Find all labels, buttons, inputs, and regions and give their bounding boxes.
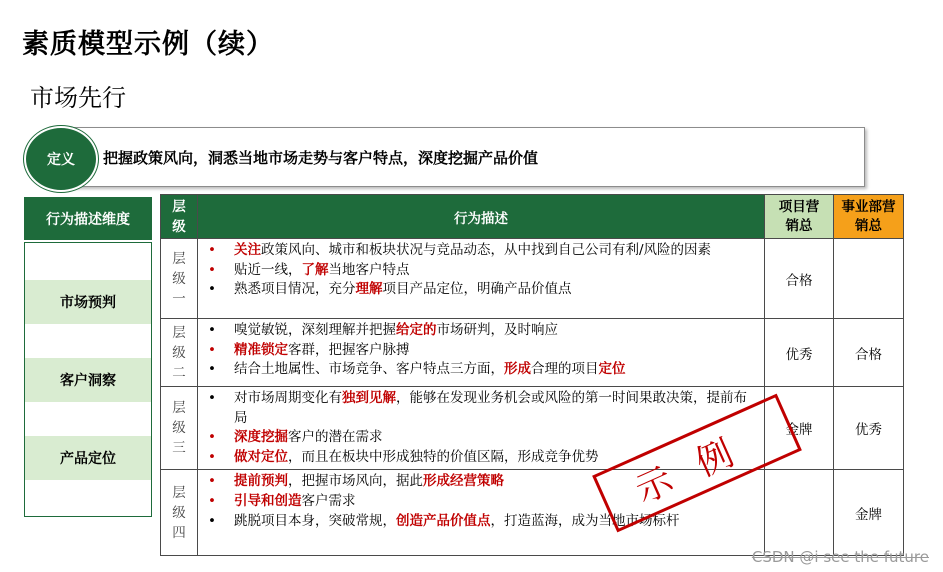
highlight-text: 形成 [504, 361, 531, 378]
division-marketing-header [834, 195, 904, 239]
highlight-text: 形成经营策略 [423, 473, 504, 490]
behavior-text: 客群，把握客户脉搏 [288, 341, 410, 358]
highlight-text: 精准锁定 [234, 341, 288, 358]
level-cell [161, 387, 198, 470]
behavior-text: 客户的潜在需求 [288, 429, 383, 446]
example-stamp: 示例 [592, 394, 802, 533]
watermark: CSDN @i see the future [751, 548, 929, 566]
behavior-text: 贴近一线， [234, 261, 302, 278]
dimension-item-product: 产品定位 [25, 436, 151, 480]
dimension-header: 行为描述维度 [24, 197, 152, 240]
behavior-text: ，把握市场风向，据此 [288, 473, 423, 490]
level-cell [161, 470, 198, 556]
behavior-text: 跳脱项目本身，突破常规， [234, 512, 396, 529]
level-cell [161, 319, 198, 387]
table-row [161, 239, 904, 319]
behavior-text: 市场研判，及时响应 [436, 322, 558, 338]
behavior-text: 结合土地属性、市场竞争、客户特点三方面， [234, 361, 504, 378]
behavior-text: 项目产品定位，明确产品价值点 [382, 281, 572, 298]
behavior-bullet [204, 261, 760, 281]
division-marketing-grade: 合格 [834, 319, 904, 387]
highlight-text: 独到见解 [342, 390, 396, 406]
division-marketing-header-text: 事业部营销总 [841, 198, 896, 234]
division-marketing-grade: 金牌 [834, 470, 904, 556]
behavior-header: 行为描述 [198, 195, 765, 239]
definition-box [60, 127, 865, 187]
behavior-text: 合理的项目 [531, 361, 599, 378]
dimension-panel [24, 242, 152, 517]
level-cell [161, 239, 198, 319]
highlight-text: 了解 [301, 261, 329, 278]
dimension-item-customer: 客户洞察 [25, 358, 151, 402]
highlight-text: 创造产品价值点 [396, 512, 491, 529]
project-marketing-header [765, 195, 834, 239]
highlight-text: 引导和创造 [234, 492, 302, 509]
highlight-text: 提前预判 [234, 473, 288, 490]
project-marketing-grade [765, 470, 834, 556]
project-marketing-grade: 优秀 [765, 319, 834, 387]
table-row [161, 319, 904, 387]
behavior-text: 嗅觉敏锐，深刻理解并把握 [234, 322, 396, 338]
behavior-cell [198, 319, 765, 387]
level-header-text: 层级 [172, 198, 186, 235]
behavior-bullet [204, 280, 760, 300]
behavior-bullet [204, 321, 760, 341]
behavior-bullet [204, 389, 760, 428]
behavior-text: 对市场周期变化有 [234, 390, 342, 406]
definition-badge: 定义 [24, 126, 98, 192]
behavior-text: 客户需求 [301, 492, 356, 509]
level-label: 层级一 [172, 250, 186, 307]
page-subtitle: 市场先行 [30, 84, 126, 112]
division-marketing-grade: 优秀 [834, 387, 904, 470]
highlight-text: 关注 [234, 242, 261, 258]
behavior-text: ，而且在板块中形成独特的价值区隔，形成竞争优势 [288, 448, 599, 465]
highlight-text: 定位 [598, 361, 626, 378]
behavior-text: 熟悉项目情况，充分 [234, 281, 356, 298]
project-marketing-grade: 合格 [765, 239, 834, 319]
behavior-cell [198, 239, 765, 319]
behavior-bullet [204, 241, 760, 261]
page-title: 素质模型示例（续） [22, 29, 274, 60]
competency-table [160, 194, 904, 556]
highlight-text: 给定的 [396, 322, 437, 338]
behavior-text: ，能够在发现业务机会或风险的第一时间果敢决策，提前布局 [234, 390, 747, 426]
behavior-bullet [204, 341, 760, 361]
behavior-text: 政策风向、城市和板块状况与竞品动态，从中找到自己公司有利/风险的因素 [261, 242, 712, 258]
project-marketing-grade: 金牌 [765, 387, 834, 470]
division-marketing-grade [834, 239, 904, 319]
level-label: 层级四 [172, 484, 186, 541]
behavior-bullet [204, 512, 760, 532]
level-label: 层级三 [172, 400, 186, 457]
highlight-text: 做对定位 [234, 448, 288, 465]
behavior-text: ，打造蓝海，成为当地市场标杆 [490, 512, 680, 529]
highlight-text: 深度挖掘 [234, 429, 288, 446]
table-row [161, 470, 904, 556]
project-marketing-header-text: 项目营销总 [778, 198, 820, 234]
dimension-item-market: 市场预判 [25, 280, 151, 324]
behavior-text: 当地客户特点 [328, 261, 410, 278]
level-header [161, 195, 198, 239]
highlight-text: 理解 [355, 281, 383, 298]
behavior-bullet [204, 360, 760, 380]
definition-text: 把握政策风向，洞悉当地市场走势与客户特点，深度挖掘产品价值 [103, 149, 539, 167]
level-label: 层级二 [172, 324, 186, 381]
